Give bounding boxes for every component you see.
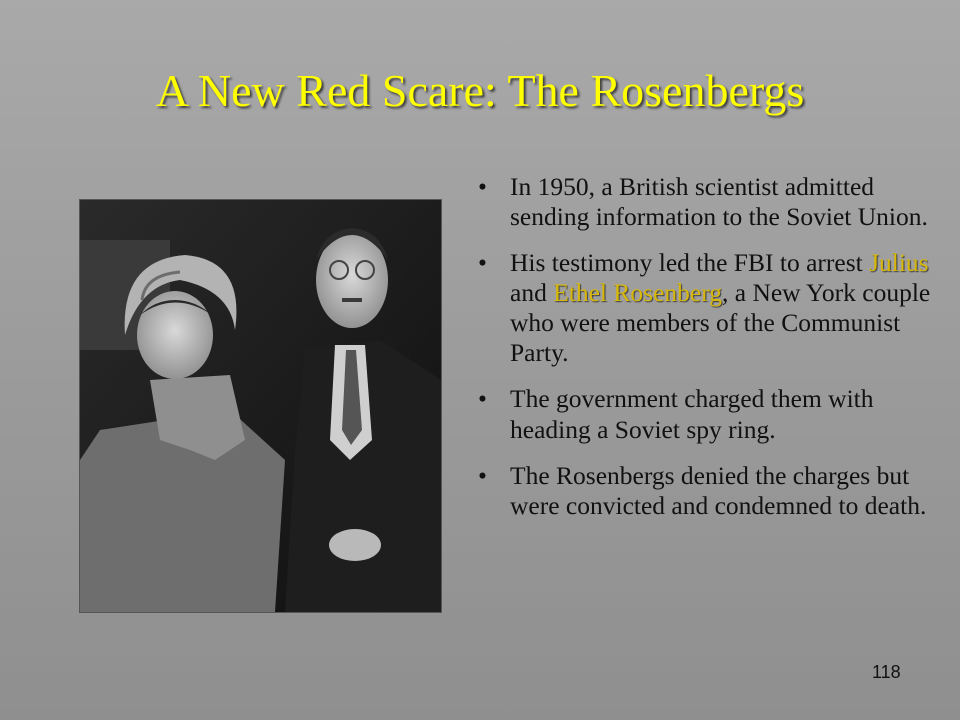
portrait-photo-icon [80, 200, 441, 612]
bullet-marker: • [478, 248, 487, 278]
bullet-item-4 [468, 461, 938, 521]
bullet-marker: • [478, 384, 487, 414]
bullet-text: In 1950, a British scientist admitted sending information to the Soviet Union. [510, 172, 928, 232]
bullet-marker: • [478, 460, 487, 490]
bullet-list [468, 172, 938, 537]
bullet-text: His testimony led the FBI to arrest [510, 248, 870, 278]
bullet-text: , a New York couple who were members of the Communist Party. [510, 278, 931, 368]
bullet-text: The government charged them with heading a Soviet spy ring. [510, 384, 874, 444]
bullet-item-1 [468, 172, 938, 232]
highlight-name-julius: Julius [869, 248, 929, 278]
bullet-text: The Rosenbergs denied the charges but were convicted and condemned to death. [510, 460, 927, 520]
bullet-text: and [510, 278, 554, 308]
rosenbergs-photo [80, 200, 441, 612]
bullet-item-3 [468, 384, 938, 444]
bullet-item-2 [468, 248, 938, 368]
page-number: 118 [872, 662, 901, 682]
highlight-name-ethel-rosenberg: Ethel Rosenberg [553, 278, 722, 308]
bullet-marker: • [478, 172, 487, 201]
slide-title: A New Red Scare: The Rosenbergs [155, 65, 805, 116]
